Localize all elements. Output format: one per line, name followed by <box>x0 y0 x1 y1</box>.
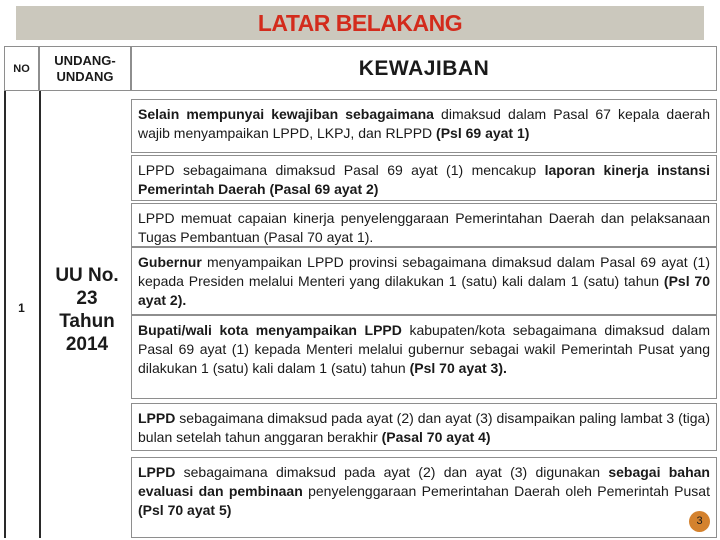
obligation-item <box>131 247 717 315</box>
law-reference-line: Tahun <box>59 311 115 332</box>
bold-text: sebagai bahan evaluasi dan pembinaan <box>138 464 710 499</box>
bold-text: laporan kinerja instansi Pemerintah Daerah (Pasal 69 ayat 2) <box>138 162 710 197</box>
bold-text: (Psl 70 ayat 2). <box>138 273 710 308</box>
obligation-item <box>131 403 717 451</box>
row-number: 1 <box>18 301 25 315</box>
body-text: LPPD sebagaimana dimaksud Pasal 69 ayat (1) mencakup <box>138 162 545 178</box>
bold-text: LPPD <box>138 464 176 480</box>
law-reference <box>41 264 133 356</box>
header-no: NO <box>4 46 39 91</box>
body-text: dimaksud dalam Pasal 67 kepala daerah wajib menyampaikan LPPD, LKPJ, dan RLPPD <box>138 106 710 141</box>
bold-text: (Psl 69 ayat 1) <box>436 125 530 141</box>
body-text: sebagaimana dimaksud pada ayat (2) dan ayat (3) digunakan <box>175 464 609 480</box>
bold-text: Gubernur <box>138 254 202 270</box>
obligation-item <box>131 457 717 538</box>
obligation-item <box>131 155 717 201</box>
page-number-badge: 3 <box>689 511 710 532</box>
bold-text: LPPD <box>138 410 176 426</box>
bold-text: Bupati/wali kota menyampaikan LPPD <box>138 322 402 338</box>
header-kewajiban: KEWAJIBAN <box>131 46 717 91</box>
body-text: menyampaikan LPPD provinsi sebagaimana dimaksud dalam Pasal 69 ayat (1) kepada Presiden melalui Menteri yang dilakukan 1 (satu) kali dalam 1 (satu) tahun <box>138 254 710 289</box>
title-bar <box>16 6 704 40</box>
bold-text: (Pasal 70 ayat 4) <box>381 429 491 445</box>
law-reference-line: UU No. <box>55 265 119 286</box>
law-reference-line: 2014 <box>65 334 109 355</box>
header-undang-undang: UNDANG-UNDANG <box>39 46 131 91</box>
obligation-item <box>131 315 717 399</box>
body-text: sebagaimana dimaksud pada ayat (2) dan ayat (3) disampaikan paling lambat 3 (tiga) bulan setelah tahun anggaran berakhir <box>138 410 710 445</box>
obligation-item <box>131 99 717 153</box>
bold-text: Selain mempunyai kewajiban sebagaimana <box>138 106 434 122</box>
bold-text: (Psl 70 ayat 3). <box>409 360 507 376</box>
kewajiban-table <box>4 46 717 538</box>
body-text: penyelenggaraan Pemerintahan Daerah oleh Pemerintah Pusat <box>302 483 710 499</box>
law-reference-line: 23 <box>76 288 98 309</box>
obligation-item <box>131 203 717 247</box>
page-title: LATAR BELAKANG <box>257 10 463 36</box>
body-text: LPPD memuat capaian kinerja penyelenggaraan Pemerintahan Daerah dan pelaksanaan Tugas Pembantuan (Pasal 70 ayat 1). <box>138 210 710 245</box>
bold-text: (Psl 70 ayat 5) <box>138 502 232 518</box>
body-text: kabupaten/kota sebagaimana dimaksud dalam Pasal 69 ayat (1) kepada Menteri melalui gubernur sebagai wakil Pemerintah Pusat yang dilakukan 1 (satu) kali dalam 1 (satu) tahun <box>138 322 710 376</box>
